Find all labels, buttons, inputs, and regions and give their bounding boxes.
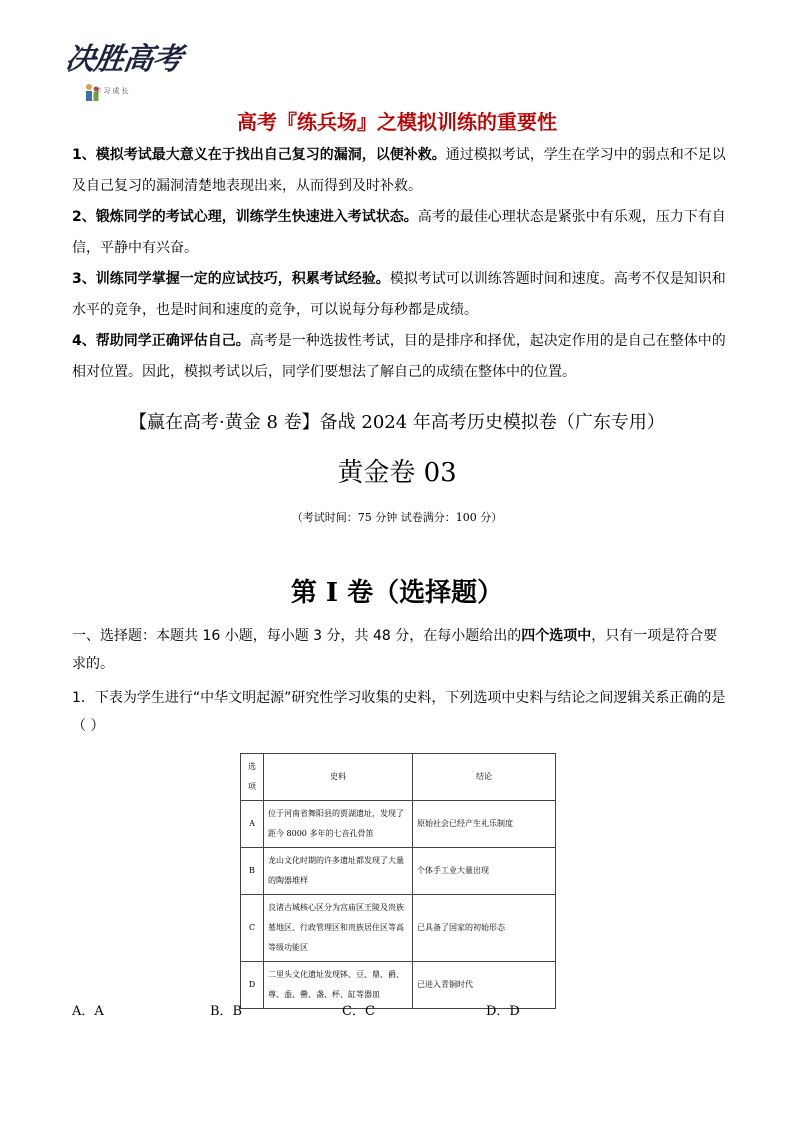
row-conclusion: 个体手工业大量出现 <box>413 848 556 895</box>
point-2 <box>72 202 726 264</box>
question-stem: 1．下表为学生进行“中华文明起源”研究性学习收集的史料，下列选项中史料与结论之间逻辑关系正确的是（ ） <box>72 690 726 734</box>
row-option: A <box>241 801 264 848</box>
exam-info: （考试时间：75 分钟 试卷满分：100 分） <box>291 511 503 524</box>
point-body: 高考是一种选拔性考试，目的是排序和择优，起决定作用的是自己在整体中的相对位置。因此，模拟考试以后，同学们要想法了解自己的成绩在整体中的位置。 <box>72 333 726 380</box>
logo-text: 决胜高考 <box>63 42 184 77</box>
source-table <box>240 753 556 1009</box>
row-material: 位于河南省舞阳县的贾湖遗址，发现了距今 8000 多年的七音孔骨笛 <box>264 801 413 848</box>
point-body: 高考的最佳心理状态是紧张中有乐观，压力下有自信，平静中有兴奋。 <box>72 209 726 256</box>
instructions <box>72 622 726 678</box>
section-title: 第 I 卷（选择题） <box>290 578 504 608</box>
row-conclusion: 原始社会已经产生礼乐制度 <box>413 801 556 848</box>
table-header-row <box>241 754 556 801</box>
point-lead: 2、锻炼同学的考试心理，训练学生快速进入考试状态。 <box>72 209 418 225</box>
table-row <box>241 848 556 895</box>
row-conclusion: 已具备了国家的初始形态 <box>413 895 556 962</box>
row-material: 良渚古城核心区分为宫庙区王陵及贵族墓地区、行政管理区和贵族居住区等高等级功能区 <box>264 895 413 962</box>
table-row <box>241 895 556 962</box>
option-d[interactable]: D．D <box>486 1004 520 1019</box>
row-option: D <box>241 962 264 1009</box>
logo <box>63 34 184 110</box>
instructions-b: 四个选项中 <box>521 628 592 644</box>
instructions-c: ，只有一项是符合要求的。 <box>72 628 718 672</box>
row-option: B <box>241 848 264 895</box>
point-3 <box>72 264 726 326</box>
exam-subtitle: 【赢在高考·黄金 8 卷】备战 2024 年高考历史模拟卷（广东专用） <box>129 412 665 433</box>
row-material: 龙山文化时期的许多遗址都发现了大量的陶器堆样 <box>264 848 413 895</box>
logo-subtext: 学 习 成 长 <box>94 87 129 95</box>
point-body: 模拟考试可以训练答题时间和速度。高考不仅是知识和水平的竞争，也是时间和速度的竞争，可以说每分每秒都是成绩。 <box>72 271 726 318</box>
option-b[interactable]: B．B <box>210 1004 243 1019</box>
option-c[interactable]: C．C <box>342 1004 375 1019</box>
point-lead: 3、训练同学掌握一定的应试技巧，积累考试经验。 <box>72 271 390 287</box>
header-conclusion: 结论 <box>413 754 556 801</box>
row-conclusion: 已进入青铜时代 <box>413 962 556 1009</box>
page-title: 高考『练兵场』之模拟训练的重要性 <box>237 110 557 134</box>
option-a[interactable]: A．A <box>72 1004 104 1019</box>
point-body: 通过模拟考试，学生在学习中的弱点和不足以及自己复习的漏洞清楚地表现出来，从而得到及时补救。 <box>72 147 726 194</box>
instructions-a: 一、选择题：本题共 16 小题，每小题 3 分，共 48 分，在每小题给出的 <box>72 628 522 644</box>
point-lead: 1、模拟考试最大意义在于找出自己复习的漏洞，以便补救。 <box>72 147 446 163</box>
exam-title: 黄金卷 03 <box>337 458 457 488</box>
row-option: C <box>241 895 264 962</box>
header-material: 史料 <box>264 754 413 801</box>
row-material: 二里头文化遗址发现钵、豆、鼎、爵、尊、盉、罍、盏、杯、缸等器皿 <box>264 962 413 1009</box>
header-option: 选项 <box>241 754 264 801</box>
point-4 <box>72 326 726 388</box>
point-1 <box>72 140 726 202</box>
point-lead: 4、帮助同学正确评估自己。 <box>72 333 250 349</box>
table-row <box>241 801 556 848</box>
